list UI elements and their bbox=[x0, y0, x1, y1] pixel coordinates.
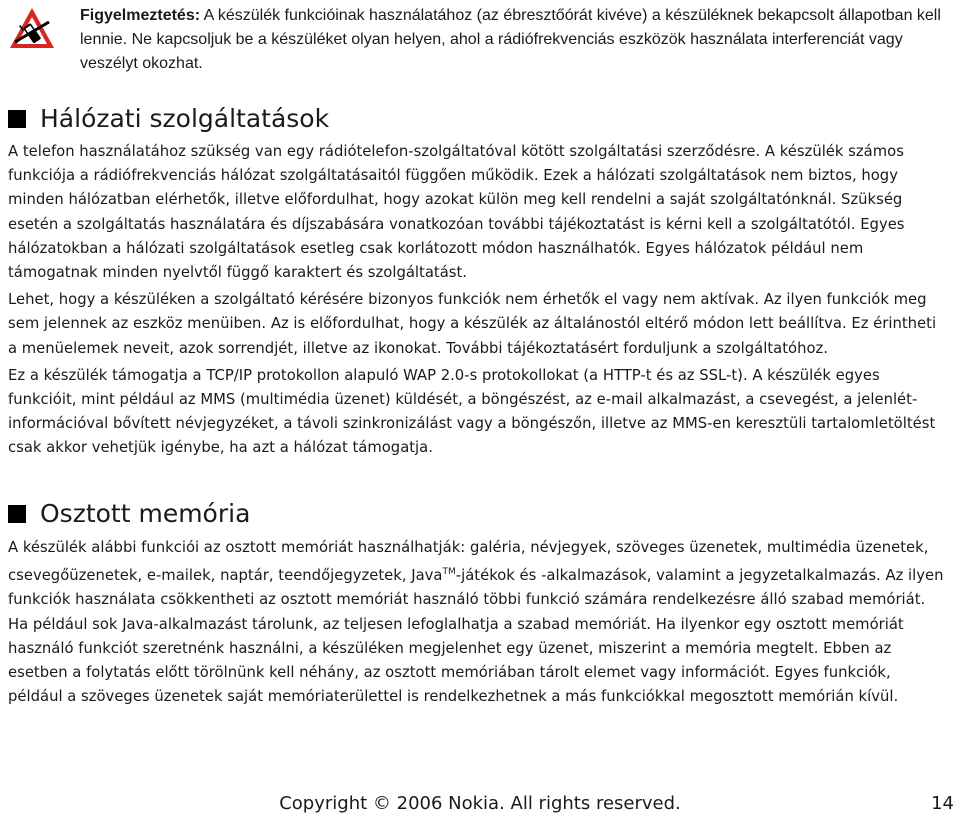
square-bullet-icon bbox=[8, 505, 26, 523]
warning-body: A készülék funkcióinak használatához (az ébresztőórát kivéve) a készüléknek bekapcsolt állapotban kell lennie. Ne kapcsoljuk be a készüléket olyan helyen, ahol a rádiófrekvenciás eszközök használata interferenciát vagy veszélyt okozhat. bbox=[80, 7, 941, 72]
warning-label: Figyelmeztetés: bbox=[80, 7, 201, 24]
section-network-services bbox=[8, 103, 948, 461]
warning-text bbox=[80, 4, 960, 76]
section-title: Osztott memória bbox=[40, 499, 251, 528]
paragraph: Ez a készülék támogatja a TCP/IP protokollon alapuló WAP 2.0-s protokollokat (a HTTP-t és az SSL-t). A készülék egyes funkcióit, mint például az MMS (multimédia üzenet) küldését, a böngészést, az e-mail alkalmazást, a csevegést, a jelenlét-információval bővített névjegyzéket, a távoli szinkronizálást vagy a böngészőn, illetve az MMS-en keresztüli tartalomletöltést csak akkor vehetjük igénybe, ha azt a hálózat támogatja. bbox=[8, 366, 936, 457]
trademark-mark: TM bbox=[442, 567, 456, 578]
section-heading bbox=[8, 498, 948, 530]
footer-copyright: Copyright © 2006 Nokia. All rights reserved. bbox=[279, 793, 681, 814]
section-title: Hálózati szolgáltatások bbox=[40, 104, 330, 133]
paragraph-text: A készülék alábbi funkciói az osztott memóriát használhatják: galéria, névjegyek, szöveges üzenetek, multimédia üzenetek, csevegőüzenetek, e-mailek, naptár, teendőjegyzetek, Java bbox=[8, 539, 929, 585]
paragraph-text: -játékok és -alkalmazások, valamint a jegyzetalkalmazás. Az ilyen funkciók használata csökkentheti az osztott memóriát használó többi funkció számára rendelkezésre álló szabad memóriát. Ha például sok Java-alkalmazást tárolunk, az teljesen lefoglalhatja a szabad memóriát. Ha ilyenkor egy osztott memóriát használó funkciót szeretnénk használni, a készüléken megjelenhet egy üzenet, miszerint a memória megtelt. Ebben az esetben a folytatás előtt törölnünk kell néhány, az osztott memóriában tárolt elemet vagy információt. Egyes funkciók, például a szöveges üzenetek saját memóriaterülettel is rendelkezhetnek a más funkciókkal megosztott memórián kívül. bbox=[8, 567, 944, 706]
paragraph: Lehet, hogy a készüléken a szolgáltató kérésére bizonyos funkciók nem érhetők el vagy nem aktívak. Az ilyen funkciók meg sem jelennek az eszköz menüiben. Az is előfordulhat, hogy a készülék az általánostól eltérő módon lett beállítva. Ez érintheti a menüelemek neveit, azok sorrendjét, illetve az ikonokat. További tájékoztatásért forduljunk a szolgáltatóhoz. bbox=[8, 291, 937, 357]
page-number: 14 bbox=[931, 793, 954, 814]
warning-phone-icon bbox=[8, 6, 56, 50]
paragraph: A telefon használatához szükség van egy rádiótelefon-szolgáltatóval kötött szolgáltatási szerződésre. A készülék számos funkciója a rádiófrekvenciás hálózat szolgáltatásaitól függően működik. Ezek a hálózati szolgáltatások nem biztos, hogy minden hálózatban elérhetők, illetve előfordulhat, hogy azokat külön meg kell rendelni a saját szolgáltatónknál. Szükség esetén a szolgáltatás használatára és díjszabására vonatkozóan további tájékoztatást is kérni kell a szolgáltatótól. Egyes hálózatokban a hálózati szolgáltatások esetleg csak korlátozott módon használhatók. Egyes hálózatok például nem támogatnak minden nyelvtől függő karaktert és szolgáltatást. bbox=[8, 143, 905, 282]
square-bullet-icon bbox=[8, 110, 26, 128]
section-heading bbox=[8, 103, 948, 135]
section-shared-memory bbox=[8, 498, 948, 709]
paragraph bbox=[8, 536, 948, 709]
